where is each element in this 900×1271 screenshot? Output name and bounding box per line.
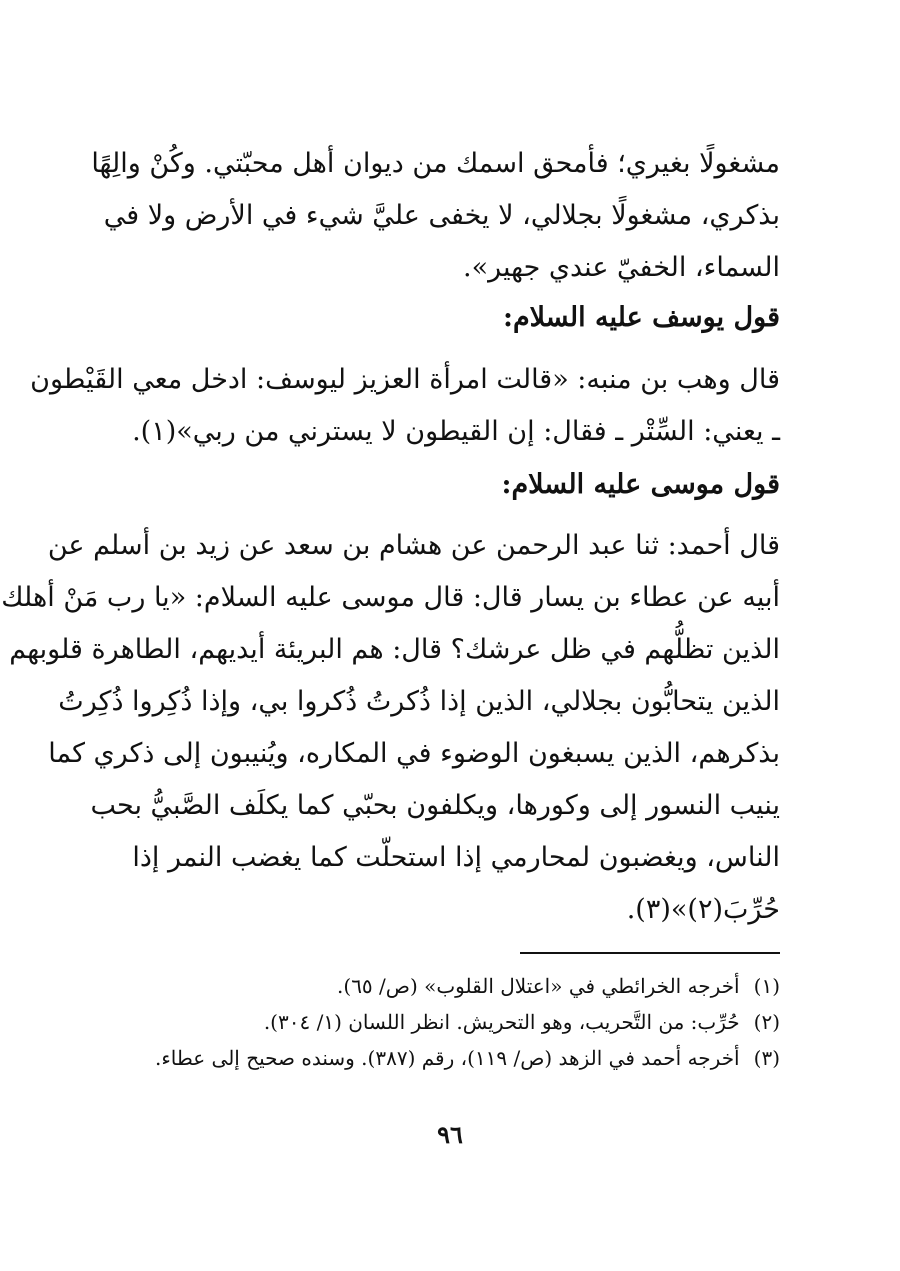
footnotes [100,968,780,1076]
text-line: بذكري، مشغولًا بجلالي، لا يخفى عليَّ شيء في الأرض ولا في [103,200,780,231]
paragraph-musa [1,520,780,936]
text-line: حُرِّبَ(٢)»(٣). [626,894,780,925]
text-line: ـ يعني: السِّتْر ـ فقال: إن القيطون لا يسترني من ربي»(١). [132,416,780,447]
paragraph-continuation [91,138,780,294]
text-line: الذين تظلُّهم في ظل عرشك؟ قال: هم البريئة أيديهم، الطاهرة قلوبهم [9,634,780,665]
text-line: مشغولًا بغيري؛ فأمحق اسمك من ديوان أهل محبّتي. وكُنْ والِهًا [91,148,780,179]
paragraph-yusuf [30,354,780,458]
text-line: أبيه عن عطاء بن يسار قال: قال موسى عليه السلام: «يا رب مَنْ أهلك [1,582,780,613]
footnote-3 [100,1040,780,1076]
section-heading-musa: قول موسى عليه السلام: [501,469,780,500]
footnote-text: أخرجه أحمد في الزهد (ص/ ١١٩)، رقم (٣٨٧). وسنده صحيح إلى عطاء. [154,1046,740,1070]
text-line: السماء، الخفيّ عندي جهير». [463,252,780,283]
text-line: الناس، ويغضبون لمحارمي إذا استحلّت كما يغضب النمر إذا [132,842,780,873]
footnote-1 [100,968,780,1004]
footnote-number: (١) [753,974,780,998]
text-line: قال وهب بن منبه: «قالت امرأة العزيز ليوسف: ادخل معي القَيْطون [30,364,780,395]
footnote-divider [520,952,780,954]
footnote-number: (٢) [753,1010,780,1034]
footnote-2 [100,1004,780,1040]
text-line: الذين يتحابُّون بجلالي، الذين إذا ذُكرتُ ذُكروا بي، وإذا ذُكِروا ذُكِرتُ [58,686,780,717]
text-line: قال أحمد: ثنا عبد الرحمن عن هشام بن سعد عن زيد بن أسلم عن [47,530,780,561]
page-number: ٩٦ [437,1120,463,1149]
section-heading-yusuf: قول يوسف عليه السلام: [503,302,780,333]
text-line: ينيب النسور إلى وكورها، ويكلفون بحبّي كما يكلَف الصَّبيُّ بحب [90,790,780,821]
footnote-text: حُرِّب: من التَّحريب، وهو التحريش. انظر اللسان (١/ ٣٠٤). [263,1010,740,1034]
footnote-text: أخرجه الخرائطي في «اعتلال القلوب» (ص/ ٦٥). [337,974,740,998]
footnote-number: (٣) [753,1046,780,1070]
text-line: بذكرهم، الذين يسبغون الوضوء في المكاره، ويُنيبون إلى ذكري كما [48,738,780,769]
